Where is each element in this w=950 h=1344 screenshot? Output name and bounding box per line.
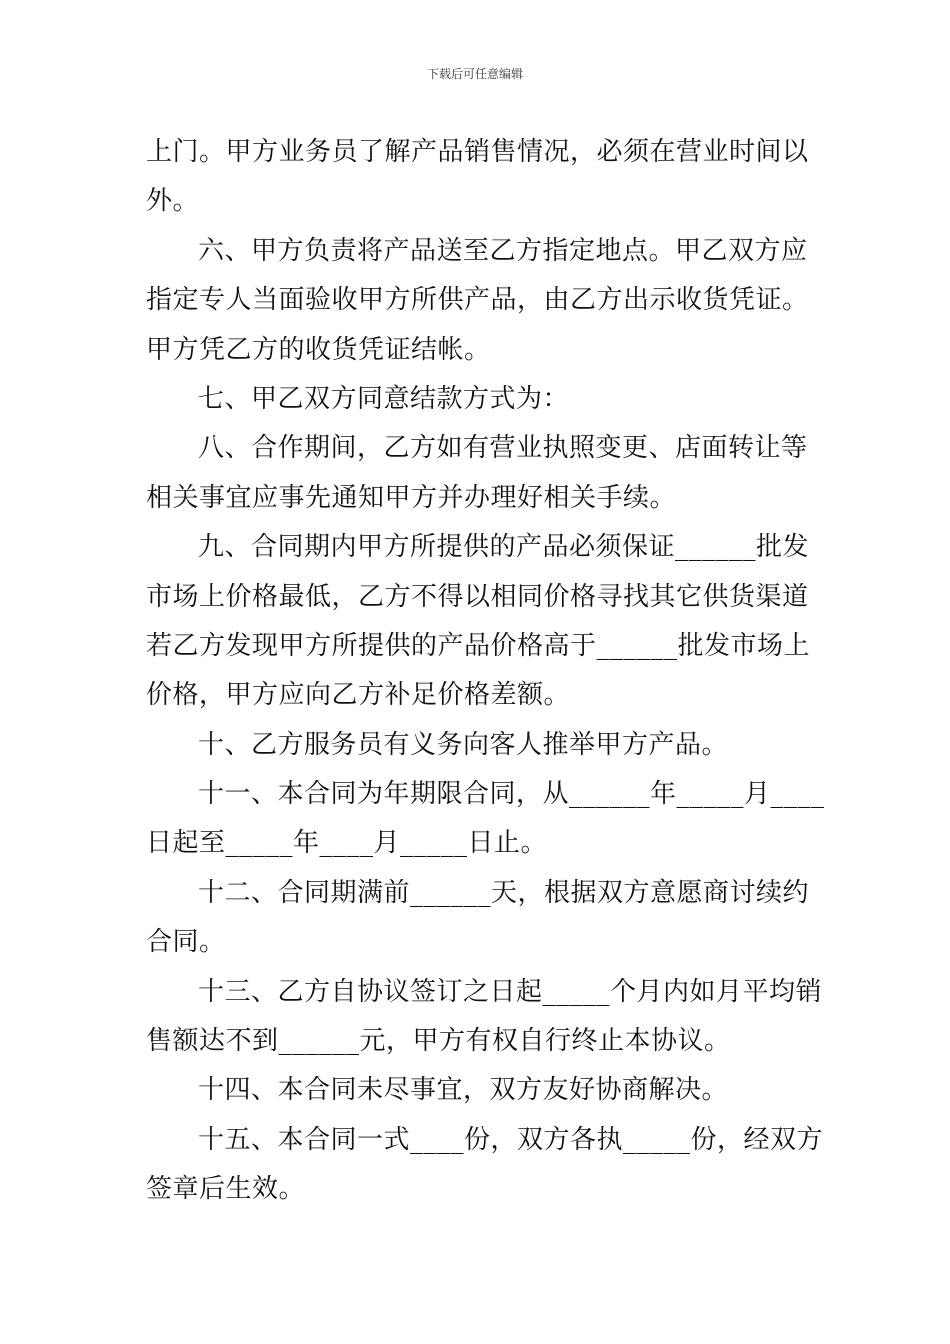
- text-line: 价格，甲方应向乙方补足价格差额。: [146, 680, 571, 711]
- text-line: 合同。: [146, 927, 226, 958]
- text-line: 甲方凭乙方的收货凭证结帐。: [146, 334, 491, 365]
- page-header: 下载后可任意编辑: [426, 67, 523, 81]
- text-line: 十二、合同期满前______天，根据双方意愿商讨续约: [198, 877, 810, 908]
- text-line: 八、合作期间，乙方如有营业执照变更、店面转让等: [198, 433, 808, 464]
- contract-body: [146, 128, 825, 1215]
- text-line: 十三、乙方自协议签订之日起_____个月内如月平均销: [198, 976, 823, 1007]
- text-line: 签章后生效。: [146, 1174, 306, 1205]
- text-line: 外。: [146, 186, 200, 217]
- text-line: 九、合同期内甲方所提供的产品必须保证______批发: [198, 532, 810, 563]
- text-line: 售额达不到______元，甲方有权自行终止本协议。: [146, 1026, 731, 1057]
- text-line: 相关事宜应事先通知甲方并办理好相关手续。: [146, 482, 677, 513]
- text-line: 十五、本合同一式____份，双方各执_____份，经双方: [198, 1124, 824, 1155]
- text-line: 市场上价格最低，乙方不得以相同价格寻找其它供货渠道: [146, 581, 809, 612]
- text-line: 六、甲方负责将产品送至乙方指定地点。甲乙双方应: [198, 235, 808, 266]
- text-line: 十、乙方服务员有义务向客人推举甲方产品。: [198, 729, 729, 760]
- text-line: 指定专人当面验收甲方所供产品，由乙方出示收货凭证。: [146, 285, 809, 316]
- text-line: 十四、本合同未尽事宜，双方友好协商解决。: [198, 1075, 729, 1106]
- text-line: 若乙方发现甲方所提供的产品价格高于______批发市场上: [146, 630, 811, 661]
- text-line: 七、甲乙双方同意结款方式为：: [198, 383, 570, 414]
- text-line: 十一、本合同为年期限合同，从______年_____月____: [198, 779, 825, 810]
- text-line: 日起至_____年____月_____日止。: [146, 828, 548, 859]
- text-line: 上门。甲方业务员了解产品销售情况，必须在营业时间以: [146, 137, 809, 167]
